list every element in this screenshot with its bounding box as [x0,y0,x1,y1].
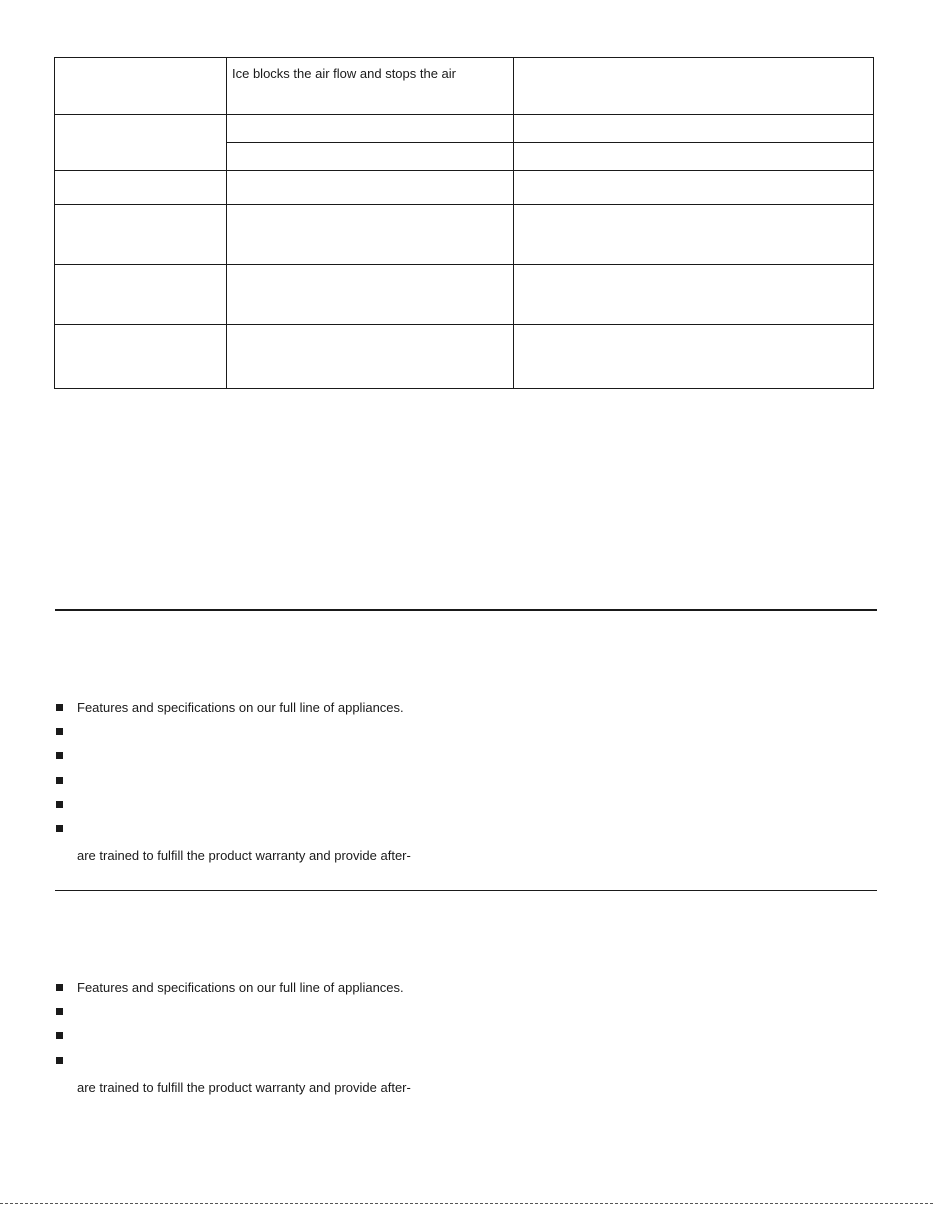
section-divider [55,609,877,611]
table-cell [226,264,514,325]
list-item [55,978,404,1002]
table-cell [513,170,874,205]
list-item-text: Features and specifications on our full line of appliances. [77,980,404,995]
continuation-text: are trained to fulfill the product warranty and provide after- [77,848,411,863]
list-item [55,1002,404,1026]
list-item-text: Features and specifications on our full line of appliances. [77,700,404,715]
table-cell [513,264,874,325]
continuation-text: are trained to fulfill the product warranty and provide after- [77,1080,411,1095]
square-bullet-icon [56,777,63,784]
table-cell [54,57,227,115]
table-cell [54,204,227,265]
table-cell [54,114,227,171]
table-cell: Ice blocks the air flow and stops the air [226,57,514,115]
square-bullet-icon [56,1057,63,1064]
square-bullet-icon [56,1008,63,1015]
table-cell [513,142,874,171]
table-cell [226,142,514,171]
square-bullet-icon [56,752,63,759]
list-item [55,771,404,795]
list-item [55,746,404,770]
table-cell [226,204,514,265]
page-bottom-edge [0,1203,933,1204]
list-item [55,722,404,746]
table-cell [54,324,227,389]
table-cell [226,114,514,143]
list-item [55,1026,404,1050]
section-divider [55,890,877,891]
square-bullet-icon [56,728,63,735]
table-cell [513,114,874,143]
bullet-list-1 [55,698,404,843]
square-bullet-icon [56,825,63,832]
table-cell [513,57,874,115]
table-cell [226,170,514,205]
table-cell [226,324,514,389]
square-bullet-icon [56,704,63,711]
bullet-list-2 [55,978,404,1075]
table-cell [513,324,874,389]
list-item [55,819,404,843]
table-cell [54,264,227,325]
list-item [55,698,404,722]
square-bullet-icon [56,1032,63,1039]
square-bullet-icon [56,801,63,808]
table-cell [513,204,874,265]
list-item [55,795,404,819]
list-item [55,1051,404,1075]
table-cell [54,170,227,205]
square-bullet-icon [56,984,63,991]
